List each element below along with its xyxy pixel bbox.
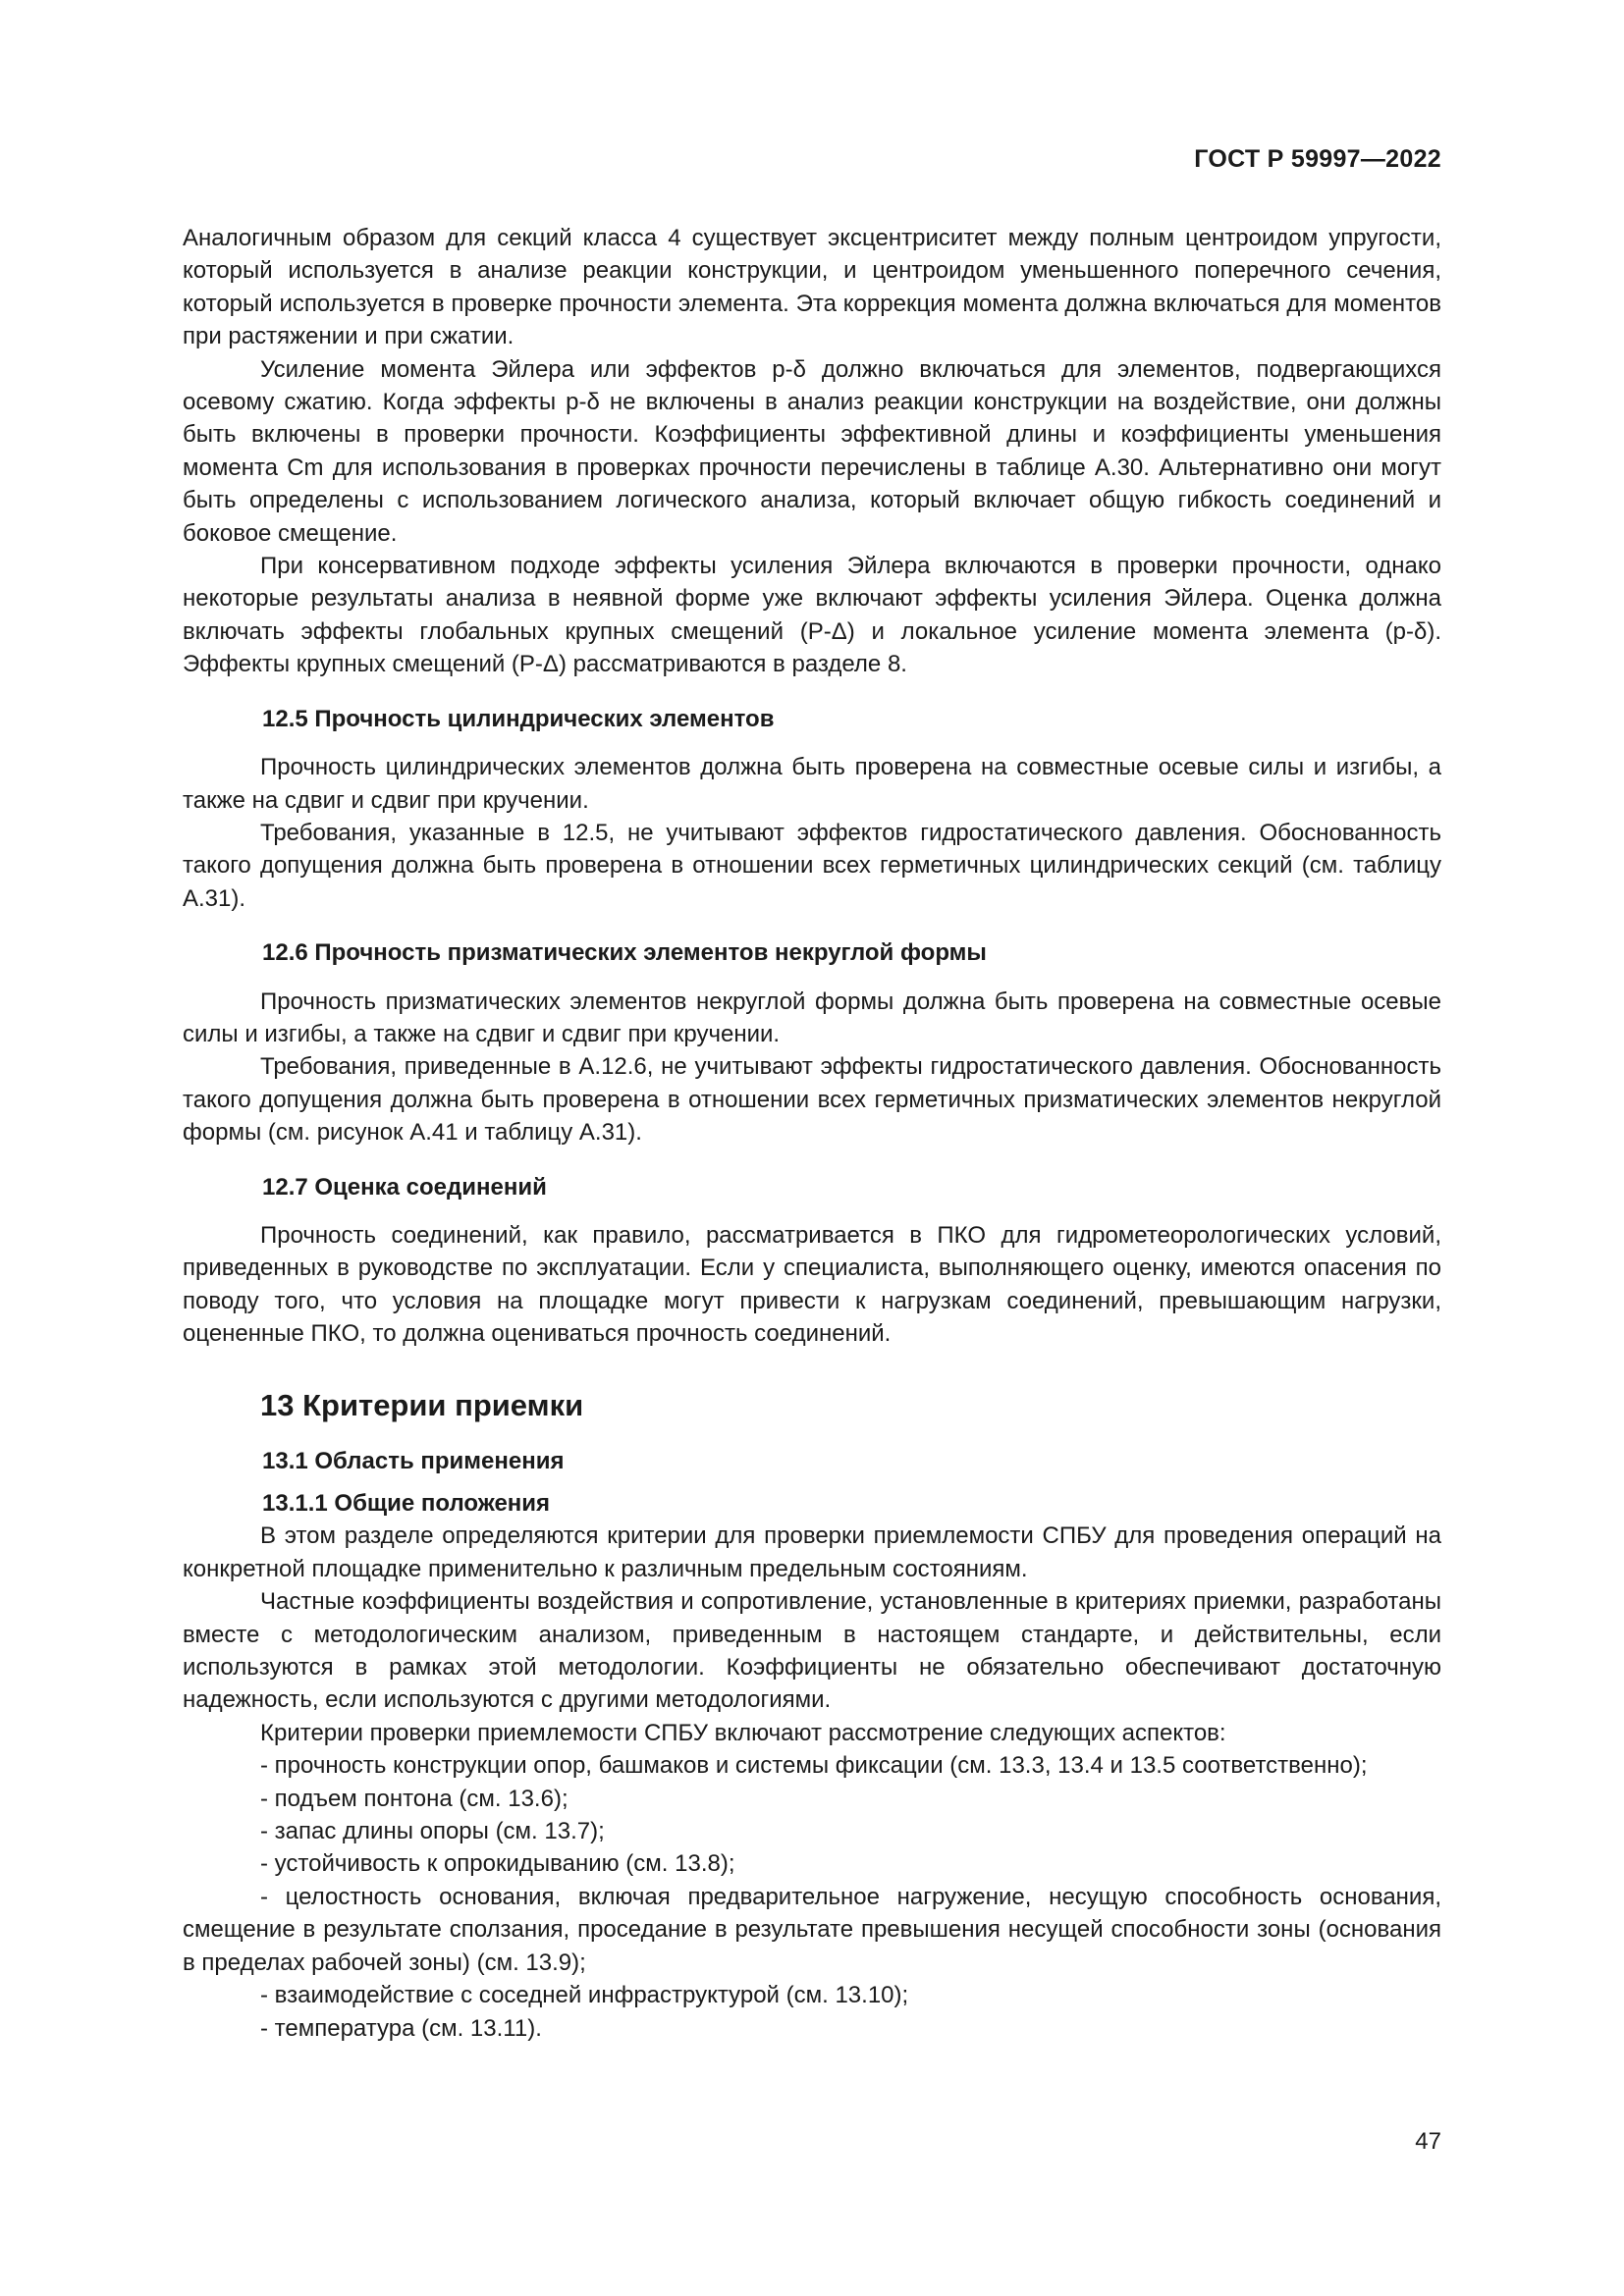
paragraph: Прочность соединений, как правило, рассматривается в ПКО для гидрометеорологических условий, приведенных в руководстве по эксплуатации. Если у специалиста, выполняющего оценку, имеются опасения по поводу того, что условия на площадке могут привести к нагрузкам соединений, превышающим нагрузки, оцененные ПКО, то должна оцениваться прочность соединений. (183, 1221, 1441, 1348)
section-heading-12-6: 12.6 Прочность призматических элементов некруглой формы (262, 939, 987, 967)
document-header: ГОСТ Р 59997—2022 (1194, 145, 1441, 173)
list-item: - подъем понтона (см. 13.6); (260, 1785, 568, 1812)
list-item: - взаимодействие с соседней инфраструктурой (см. 13.10); (260, 1982, 909, 2009)
list-item: - запас длины опоры (см. 13.7); (260, 1818, 605, 1845)
section-heading-13-1-1: 13.1.1 Общие положения (262, 1490, 551, 1517)
paragraph: Прочность цилиндрических элементов должна быть проверена на совместные осевые силы и изгибы, а также на сдвиг и сдвиг при кручении. (183, 754, 1441, 814)
paragraph: Требования, приведенные в А.12.6, не учитывают эффекты гидростатического давления. Обоснованность такого допущения должна быть проверена в отношении всех герметичных призматических элементов некруглой формы (см. рисунок А.41 и таблицу А.31). (183, 1053, 1441, 1147)
paragraph: Критерии проверки приемлемости СПБУ включают рассмотрение следующих аспектов: (260, 1719, 1226, 1746)
paragraph: Усиление момента Эйлера или эффектов p-δ должно включаться для элементов, подвергающихся осевому сжатию. Когда эффекты p-δ не включены в анализ реакции конструкции на воздействие, они должны быть включены в проверки прочности. Коэффициенты эффективной длины и коэффициенты уменьшения момента Cm для использования в проверках прочности перечислены в таблице А.30. Альтернативно они могут быть определены с использованием логического анализа, который включает общую гибкость соединений и боковое смещение. (183, 355, 1441, 547)
list-item: - прочность конструкции опор, башмаков и системы фиксации (см. 13.3, 13.4 и 13.5 соответственно); (260, 1752, 1368, 1780)
list-item: - температура (см. 13.11). (260, 2014, 542, 2042)
paragraph: Аналогичным образом для секций класса 4 существует эксцентриситет между полным центроидом упругости, который используется в анализе реакции конструкции, и центроидом уменьшенного поперечного сечения, который используется в проверке прочности элемента. Эта коррекция момента должна включаться для моментов при растяжении и при сжатии. (183, 225, 1441, 350)
section-heading-12-7: 12.7 Оценка соединений (262, 1173, 547, 1201)
paragraph: В этом разделе определяются критерии для проверки приемлемости СПБУ для проведения операций на конкретной площадке применительно к различным предельным состояниям. (183, 1522, 1441, 1582)
section-heading-12-5: 12.5 Прочность цилиндрических элементов (262, 705, 775, 732)
section-heading-13-1: 13.1 Область применения (262, 1447, 565, 1474)
paragraph: При консервативном подходе эффекты усиления Эйлера включаются в проверки прочности, однако некоторые результаты анализа в неявной форме уже включают эффекты усиления Эйлера. Оценка должна включать эффекты глобальных крупных смещений (P-Δ) и локальное усиление момента элемента (p-δ). Эффекты крупных смещений (P-Δ) рассматриваются в разделе 8. (183, 553, 1441, 678)
page-body (183, 222, 1441, 2045)
list-item: - устойчивость к опрокидыванию (см. 13.8); (260, 1850, 735, 1878)
section-heading-13: 13 Критерии приемки (260, 1387, 584, 1422)
criteria-list (183, 1749, 1441, 2045)
paragraph: Частные коэффициенты воздействия и сопротивление, установленные в критериях приемки, разработаны вместе с методологическим анализом, приведенным в настоящем стандарте, и действительны, если используются в рамках этой методологии. Коэффициенты не обязательно обеспечивают достаточную надежность, если используются с другими методологиями. (183, 1588, 1441, 1714)
page-number: 47 (1415, 2128, 1441, 2155)
paragraph: Требования, указанные в 12.5, не учитывают эффектов гидростатического давления. Обоснованность такого допущения должна быть проверена в отношении всех герметичных цилиндрических секций (см. таблицу А.31). (183, 819, 1441, 912)
list-item: - целостность основания, включая предварительное нагружение, несущую способность основания, смещение в результате сползания, проседание в результате превышения несущей способности зоны (основания в пределах рабочей зоны) (см. 13.9); (183, 1883, 1441, 1976)
paragraph: Прочность призматических элементов некруглой формы должна быть проверена на совместные осевые силы и изгибы, а также на сдвиг и сдвиг при кручении. (183, 988, 1441, 1047)
